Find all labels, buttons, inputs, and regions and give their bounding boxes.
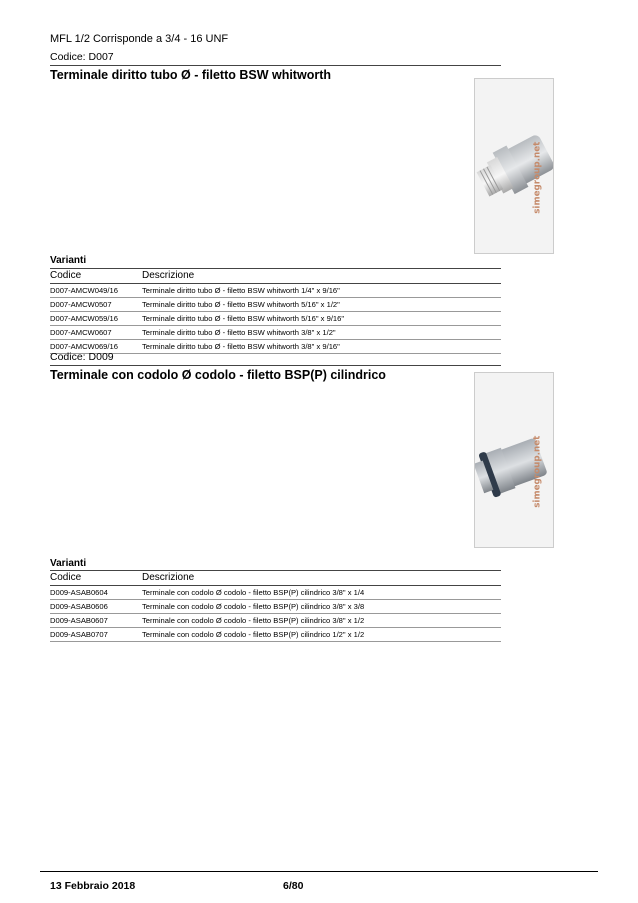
cell-description: Terminale con codolo Ø codolo - filetto BSP(P) cilindrico 3/8" x 1/4 (142, 586, 501, 600)
cell-description: Terminale diritto tubo Ø - filetto BSW whitworth 5/16" x 1/2" (142, 298, 501, 312)
column-header-code: Codice (50, 571, 142, 586)
cell-description: Terminale diritto tubo Ø - filetto BSW whitworth 1/4" x 9/16" (142, 284, 501, 298)
variants-label: Varianti (50, 255, 87, 266)
watermark-text: simegroup.net (532, 141, 543, 214)
cell-description: Terminale con codolo Ø codolo - filetto BSP(P) cilindrico 3/8" x 3/8 (142, 600, 501, 614)
cell-code: D007-AMCW0507 (50, 298, 142, 312)
cell-code: D009-ASAB0707 (50, 628, 142, 642)
cell-description: Terminale diritto tubo Ø - filetto BSW whitworth 3/8" x 1/2" (142, 326, 501, 340)
cell-code: D009-ASAB0607 (50, 614, 142, 628)
variants-table-d007 (50, 268, 501, 354)
cell-code: D007-AMCW069/16 (50, 340, 142, 354)
column-header-code: Codice (50, 269, 142, 284)
fitting-straight-image (475, 79, 553, 253)
footer-date: 13 Febbraio 2018 (50, 880, 136, 892)
cell-description: Terminale con codolo Ø codolo - filetto BSP(P) cilindrico 1/2" x 1/2 (142, 628, 501, 642)
cell-description: Terminale con codolo Ø codolo - filetto BSP(P) cilindrico 3/8" x 1/2 (142, 614, 501, 628)
fitting-stem-image (475, 373, 553, 547)
table-row (50, 614, 501, 628)
table-header-row (50, 269, 501, 284)
cell-code: D009-ASAB0606 (50, 600, 142, 614)
column-header-description: Descrizione (142, 269, 501, 284)
table-row (50, 586, 501, 600)
section-title: Terminale diritto tubo Ø - filetto BSW whitworth (50, 68, 331, 82)
table-header-row (50, 571, 501, 586)
cell-code: D007-AMCW059/16 (50, 312, 142, 326)
variants-label: Varianti (50, 558, 87, 569)
footer-divider (40, 871, 598, 872)
table-row (50, 284, 501, 298)
watermark-text: simegroup.net (532, 435, 543, 508)
section-d009 (50, 350, 501, 382)
table-row (50, 326, 501, 340)
pre-title: MFL 1/2 Corrisponde a 3/4 - 16 UNF (50, 33, 229, 45)
table-row (50, 298, 501, 312)
footer-page-number: 6/80 (283, 880, 304, 892)
product-photo-d009 (474, 372, 554, 548)
cell-code: D009-ASAB0604 (50, 586, 142, 600)
section-title: Terminale con codolo Ø codolo - filetto BSP(P) cilindrico (50, 368, 386, 382)
table-row (50, 600, 501, 614)
cell-code: D007-AMCW0607 (50, 326, 142, 340)
section-code-label: Codice: D007 (50, 50, 501, 66)
variants-table-d009 (50, 570, 501, 642)
product-photo-d007 (474, 78, 554, 254)
section-code-label: Codice: D009 (50, 350, 501, 366)
section-d007 (50, 50, 501, 82)
cell-description: Terminale diritto tubo Ø - filetto BSW whitworth 3/8" x 9/16" (142, 340, 501, 354)
column-header-description: Descrizione (142, 571, 501, 586)
table-row (50, 628, 501, 642)
table-row (50, 312, 501, 326)
cell-code: D007-AMCW049/16 (50, 284, 142, 298)
cell-description: Terminale diritto tubo Ø - filetto BSW whitworth 5/16" x 9/16" (142, 312, 501, 326)
